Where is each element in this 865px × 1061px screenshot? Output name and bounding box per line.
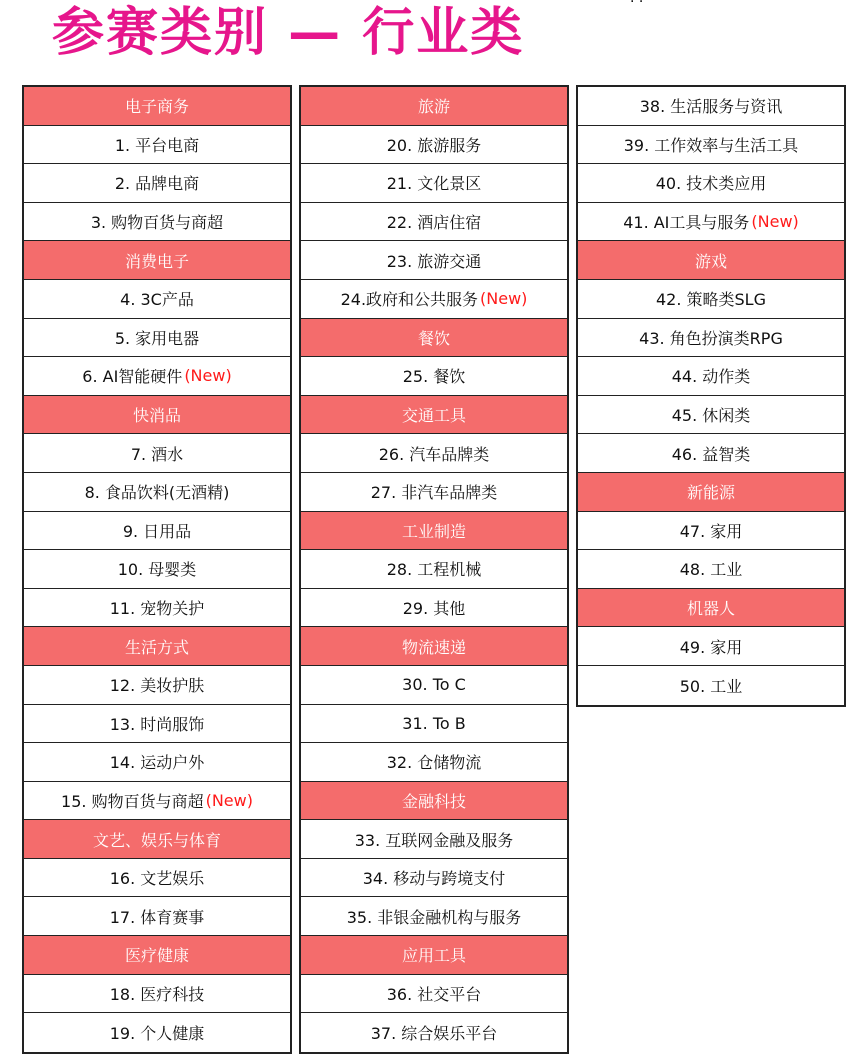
category-item-label: 14. 运动户外 <box>109 753 205 773</box>
category-item-label: 18. 医疗科技 <box>109 984 205 1004</box>
category-item-label: 20. 旅游服务 <box>386 135 482 155</box>
category-item-label: 45. 休闲类 <box>671 406 751 426</box>
category-item <box>578 434 844 473</box>
category-header <box>24 241 290 280</box>
new-badge: (New) <box>751 212 799 232</box>
category-item <box>301 357 567 396</box>
category-header-label: 消费电子 <box>124 251 189 271</box>
category-item <box>24 164 290 203</box>
category-item-label: 39. 工作效率与生活工具 <box>623 135 799 155</box>
category-item <box>24 705 290 744</box>
category-header-label: 旅游 <box>417 97 450 117</box>
category-item <box>301 589 567 628</box>
category-header <box>24 396 290 435</box>
category-item-label: 19. 个人健康 <box>109 1024 205 1044</box>
category-item <box>24 280 290 319</box>
category-header <box>578 589 844 628</box>
category-item <box>301 820 567 859</box>
category-item <box>24 319 290 358</box>
category-header <box>301 87 567 126</box>
category-item-label: 29. 其他 <box>402 599 466 619</box>
category-header-label: 文艺、娱乐与体育 <box>92 830 221 850</box>
category-item <box>301 859 567 898</box>
category-item <box>301 975 567 1014</box>
category-item-label: 36. 社交平台 <box>386 984 482 1004</box>
category-item <box>578 203 844 242</box>
category-header <box>578 241 844 280</box>
category-header-label: 金融科技 <box>401 791 466 811</box>
category-item-label: 1. 平台电商 <box>114 135 200 155</box>
category-item-label: 23. 旅游交通 <box>386 251 482 271</box>
category-item <box>578 319 844 358</box>
category-item-label: 13. 时尚服饰 <box>109 714 205 734</box>
category-header <box>24 820 290 859</box>
category-item-label: 47. 家用 <box>679 521 743 541</box>
category-item-label: 30. To C <box>402 675 466 695</box>
category-item <box>578 126 844 165</box>
category-item <box>578 666 844 705</box>
category-item <box>301 203 567 242</box>
category-item <box>24 512 290 551</box>
category-header <box>301 512 567 551</box>
category-item <box>24 473 290 512</box>
category-item-label: 10. 母婴类 <box>117 560 197 580</box>
category-item <box>301 164 567 203</box>
category-header <box>24 87 290 126</box>
category-header <box>301 782 567 821</box>
category-header-label: 餐饮 <box>417 328 450 348</box>
category-header <box>301 627 567 666</box>
page-title: 参赛类别 — 行业类 <box>52 3 525 63</box>
category-item-label: 32. 仓储物流 <box>386 753 482 773</box>
category-item <box>301 1013 567 1052</box>
category-item <box>24 434 290 473</box>
category-column-1 <box>22 85 292 1054</box>
category-item-label: 21. 文化景区 <box>386 174 482 194</box>
category-item-label: 11. 宠物关护 <box>109 599 205 619</box>
category-item <box>578 164 844 203</box>
category-item-label: 43. 角色扮演类RPG <box>639 328 783 348</box>
category-header-label: 新能源 <box>686 483 735 503</box>
category-item-label: 31. To B <box>402 713 466 733</box>
category-header <box>301 936 567 975</box>
category-item <box>578 280 844 319</box>
category-item <box>24 666 290 705</box>
category-item <box>301 550 567 589</box>
category-header-label: 游戏 <box>694 251 727 271</box>
new-badge: (New) <box>184 366 232 386</box>
category-item-label: 4. 3C产品 <box>120 290 194 310</box>
category-item-label: 28. 工程机械 <box>386 560 482 580</box>
category-header <box>301 396 567 435</box>
category-item-label: 38. 生活服务与资讯 <box>639 97 783 117</box>
category-item-label: 40. 技术类应用 <box>655 174 767 194</box>
category-item-label: 33. 互联网金融及服务 <box>354 830 514 850</box>
category-item <box>24 743 290 782</box>
category-item <box>24 1013 290 1052</box>
category-column-2 <box>299 85 569 1054</box>
category-header <box>24 936 290 975</box>
category-item-label: 48. 工业 <box>679 560 743 580</box>
category-header <box>24 627 290 666</box>
category-item-label: 24.政府和公共服务 <box>340 290 479 310</box>
category-item <box>24 550 290 589</box>
category-item-label: 5. 家用电器 <box>114 328 200 348</box>
category-header-label: 工业制造 <box>401 521 466 541</box>
category-item <box>578 396 844 435</box>
category-item-label: 34. 移动与跨境支付 <box>362 869 506 889</box>
category-item-label: 7. 酒水 <box>130 444 184 464</box>
category-item <box>578 87 844 126</box>
category-item <box>301 666 567 705</box>
category-item-label: 42. 策略类SLG <box>655 290 766 310</box>
category-item-label: 50. 工业 <box>679 676 743 696</box>
category-item <box>301 743 567 782</box>
category-item-label: 3. 购物百货与商超 <box>90 213 224 233</box>
category-header <box>578 473 844 512</box>
top-fragment-text: · · <box>630 0 644 10</box>
category-item <box>301 280 567 319</box>
category-item <box>24 897 290 936</box>
new-badge: (New) <box>480 289 528 309</box>
category-item-label: 17. 体育赛事 <box>109 907 205 927</box>
category-item <box>24 126 290 165</box>
new-badge: (New) <box>205 790 253 810</box>
category-item <box>301 473 567 512</box>
category-item-label: 25. 餐饮 <box>402 367 466 387</box>
category-item <box>301 434 567 473</box>
category-item <box>24 859 290 898</box>
category-item-label: 27. 非汽车品牌类 <box>370 483 498 503</box>
category-item <box>24 203 290 242</box>
category-item-label: 41. AI工具与服务 <box>623 213 750 233</box>
category-item-label: 9. 日用品 <box>122 521 192 541</box>
category-item-label: 6. AI智能硬件 <box>82 367 183 387</box>
category-item <box>24 975 290 1014</box>
category-item <box>24 782 290 821</box>
category-header-label: 快消品 <box>132 406 181 426</box>
category-item <box>578 512 844 551</box>
category-item <box>24 357 290 396</box>
category-header-label: 物流速递 <box>401 637 466 657</box>
category-item-label: 35. 非银金融机构与服务 <box>346 907 522 927</box>
category-item <box>24 589 290 628</box>
category-header-label: 交通工具 <box>401 406 466 426</box>
category-item-label: 16. 文艺娱乐 <box>109 869 205 889</box>
category-header <box>301 319 567 358</box>
category-item-label: 44. 动作类 <box>671 367 751 387</box>
category-item <box>578 357 844 396</box>
category-item-label: 49. 家用 <box>679 637 743 657</box>
category-header-label: 应用工具 <box>401 946 466 966</box>
category-item-label: 46. 益智类 <box>671 444 751 464</box>
category-item-label: 22. 酒店住宿 <box>386 213 482 233</box>
category-item-label: 2. 品牌电商 <box>114 174 200 194</box>
category-column-3 <box>576 85 846 707</box>
category-header-label: 医疗健康 <box>124 946 189 966</box>
category-item <box>301 241 567 280</box>
category-header-label: 生活方式 <box>124 637 189 657</box>
category-item-label: 8. 食品饮料(无酒精) <box>84 483 230 503</box>
category-item-label: 12. 美妆护肤 <box>109 676 205 696</box>
category-item <box>301 897 567 936</box>
category-header-label: 机器人 <box>686 599 735 619</box>
category-item <box>578 550 844 589</box>
category-item <box>301 705 567 744</box>
category-item <box>578 627 844 666</box>
category-item-label: 15. 购物百货与商超 <box>61 791 204 811</box>
category-item-label: 26. 汽车品牌类 <box>378 444 490 464</box>
category-item <box>301 126 567 165</box>
category-header-label: 电子商务 <box>124 97 189 117</box>
category-item-label: 37. 综合娱乐平台 <box>370 1024 498 1044</box>
